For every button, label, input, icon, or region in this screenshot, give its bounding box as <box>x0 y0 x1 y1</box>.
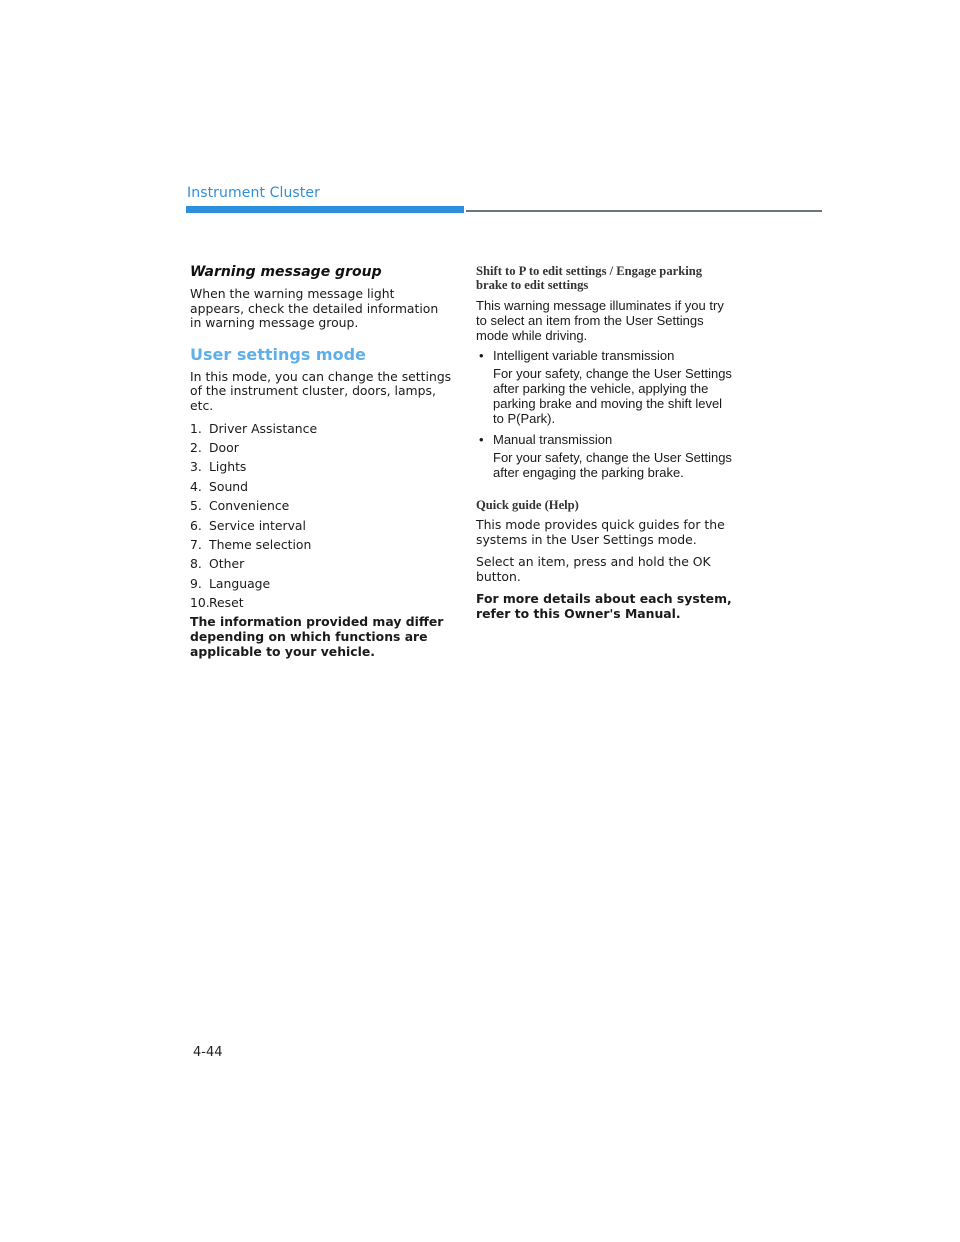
warning-message-group-text: When the warning message light appears, check the detailed information in warning message group. <box>190 286 439 331</box>
header-title: Instrument Cluster <box>187 185 320 201</box>
applicability-note: The information provided may differ depending on which functions are applicable to your vehicle. <box>190 614 444 659</box>
list-item: 6. Service interval <box>190 517 306 533</box>
user-settings-text: In this mode, you can change the settings of the instrument cluster, doors, lamps, etc. <box>190 368 452 413</box>
quick-guide-note: For more details about each system, refer to this Owner's Manual. <box>476 591 732 621</box>
bullet-ivt: • Intelligent variable transmission <box>476 348 734 363</box>
shift-to-p-text: This warning message illuminates if you try to select an item from the User Settings mode while driving. <box>476 298 724 343</box>
list-item: 9. Language <box>190 575 271 591</box>
list-item: 2. Door <box>190 439 239 455</box>
user-settings-heading: User settings mode <box>190 344 366 364</box>
list-item: 8. Other <box>190 556 245 572</box>
quick-guide-instruction: Select an item, press and hold the OK button. <box>476 554 711 584</box>
quick-guide-heading: Quick guide (Help) <box>476 498 579 512</box>
shift-to-p-heading: Shift to P to edit settings / Engage parking brake to edit settings <box>476 264 703 292</box>
bullet-icon: • <box>479 432 484 447</box>
settings-list <box>190 422 452 611</box>
bullet-manual: • Manual transmission <box>476 432 734 447</box>
left-column <box>190 264 452 667</box>
list-item: 5. Convenience <box>190 498 290 514</box>
warning-message-group-heading: Warning message group <box>190 264 382 280</box>
bullet-manual-text: For your safety, change the User Settings after engaging the parking brake. <box>493 450 732 480</box>
quick-guide-text: This mode provides quick guides for the systems in the User Settings mode. <box>476 517 725 547</box>
list-item: 3. Lights <box>190 459 247 475</box>
page-number: 4-44 <box>193 1045 223 1060</box>
list-item: 1. Driver Assistance <box>190 420 318 436</box>
bullet-ivt-text: For your safety, change the User Settings after parking the vehicle, applying the parking brake and moving the shift level to P(Park). <box>493 366 732 426</box>
list-item: 10. Reset <box>190 595 244 611</box>
header-rule-blue <box>186 206 464 213</box>
right-column <box>476 264 734 630</box>
list-item: 7. Theme selection <box>190 536 312 552</box>
bullet-icon: • <box>479 348 484 363</box>
header-rule-gray <box>466 210 822 212</box>
list-item: 4. Sound <box>190 478 249 494</box>
